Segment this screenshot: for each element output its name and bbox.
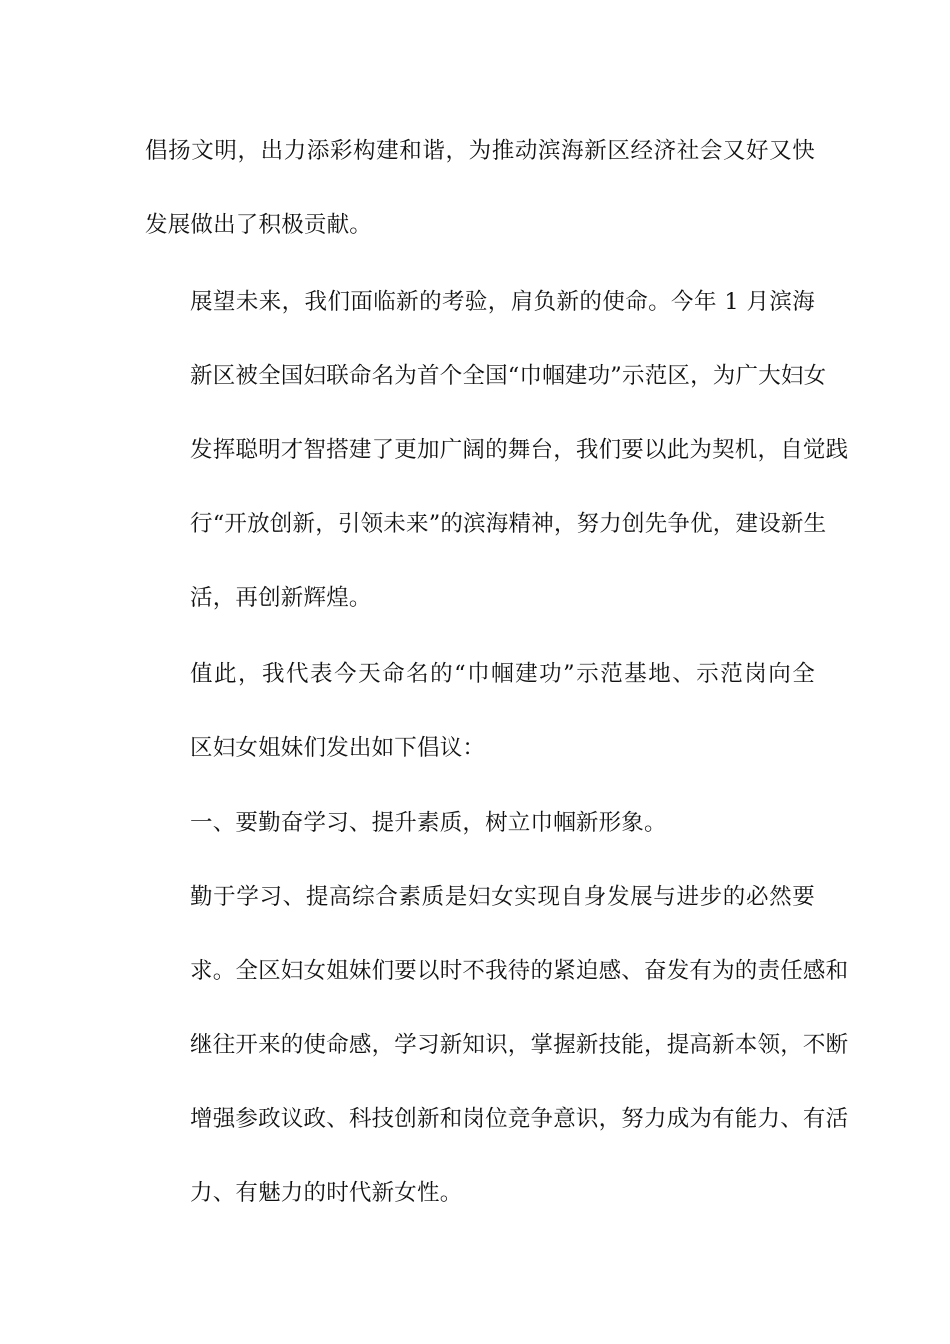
text-line: 发展做出了积极贡献。 — [145, 212, 373, 238]
paragraph-4-heading — [145, 786, 815, 860]
text-line: 勤于学习、提高综合素质是妇女实现自身发展与进步的必然要 — [190, 884, 815, 910]
text-line: 值此，我代表今天命名的“巾帼建功”示范基地、示范岗向全 — [190, 661, 815, 687]
text-line: 继往开来的使命感，学习新知识，掌握新技能，提高新本领，不断 — [190, 1032, 849, 1058]
text-line: 行“开放创新，引领未来”的滨海精神，努力创先争优，建设新生 — [190, 511, 827, 537]
paragraph-5 — [145, 860, 849, 1230]
text-line: 求。全区妇女姐妹们要以时不我待的紧迫感、奋发有为的责任感和 — [190, 958, 849, 984]
text-line: 活，再创新辉煌。 — [190, 585, 372, 611]
paragraph-1 — [145, 114, 815, 262]
text-line: 力、有魅力的时代新女性。 — [190, 1180, 463, 1206]
text-line: 倡扬文明，出力添彩构建和谐，为推动滨海新区经济社会又好又快 — [145, 138, 815, 164]
paragraph-2 — [145, 265, 849, 635]
section-heading: 一、要勤奋学习、提升素质，树立巾帼新形象。 — [190, 810, 667, 836]
text-line: 发挥聪明才智搭建了更加广阔的舞台，我们要以此为契机，自觉践 — [190, 437, 849, 463]
text-line: 展望未来，我们面临新的考验，肩负新的使命。今年 1 月滨海 — [190, 289, 815, 315]
text-line: 新区被全国妇联命名为首个全国“巾帼建功”示范区，为广大妇女 — [190, 363, 827, 389]
text-line: 区妇女姐妹们发出如下倡议： — [190, 735, 486, 761]
text-line: 增强参政议政、科技创新和岗位竞争意识，努力成为有能力、有活 — [190, 1106, 849, 1132]
paragraph-3 — [145, 637, 815, 785]
